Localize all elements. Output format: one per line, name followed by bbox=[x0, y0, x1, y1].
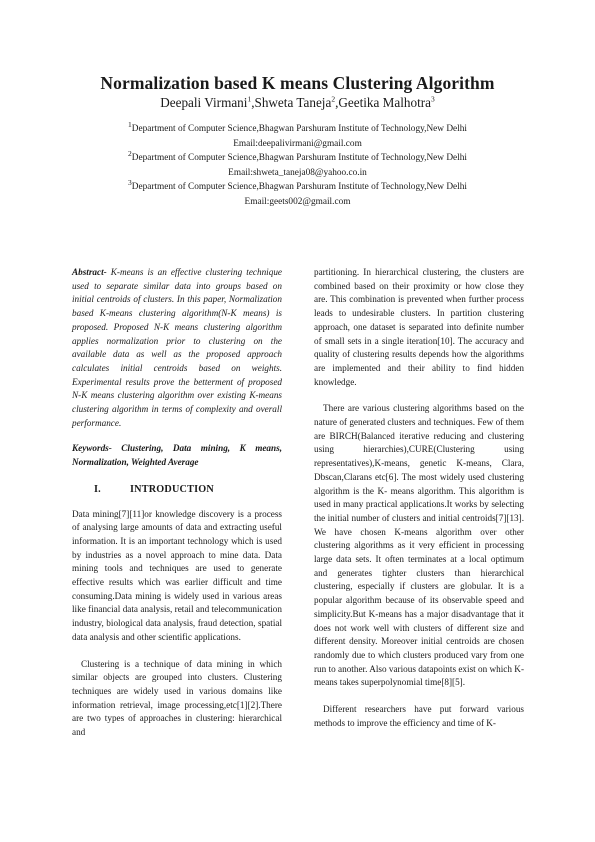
section-title: INTRODUCTION bbox=[130, 483, 214, 495]
author-name: Deepali Virmani bbox=[160, 95, 248, 110]
author-sup: 3 bbox=[431, 94, 435, 104]
body-paragraph: Different researchers have put forward various methods to improve the efficiency and time of K- bbox=[314, 704, 524, 728]
affiliation-email: Email:deepalivirmani@gmail.com bbox=[233, 138, 362, 149]
body-paragraph: partitioning. In hierarchical clustering, the clusters are combined based on their proximity or how close they are. This combination is prevented when further process leads to undesirable clusters. In partition clustering approach, one dataset is separated into definite number of small sets in a single iteration[10]. The accuracy and quality of clustering results depends how the algorithms are implemented and their ability to find hidden knowledge. bbox=[314, 267, 524, 387]
abstract-label: Abstract- bbox=[72, 267, 107, 277]
section-heading bbox=[72, 483, 282, 497]
body-paragraph: Clustering is a technique of data mining in which similar objects are grouped into clusters. Clustering techniques are widely used in various domains like information retrieval, image processing,etc[1][2].There are two types of approaches in clustering: hierarchical and bbox=[72, 658, 282, 738]
affiliation-sup: 2 bbox=[128, 148, 132, 158]
paper-title: Normalization based K means Clustering Algorithm bbox=[100, 73, 495, 93]
author-line bbox=[0, 94, 595, 112]
affiliation-sup: 3 bbox=[128, 177, 132, 187]
keywords: Keywords- Clustering, Data mining, K means, Normalization, Weighted Average bbox=[72, 443, 282, 468]
affiliation-sup: 1 bbox=[128, 119, 132, 129]
body-paragraph: Data mining[7][11]or knowledge discovery is a process of analysing large amounts of data and extracting useful information. It is an important technology which is used by industries as a novel approach to mine data. Data mining tools and techniques are used to generate effective results which was earlier difficult and time consuming.Data mining is widely used in various areas like financial data analysis, retail and telecommunication industry, biological data analysis, fraud detection, spatial data analysis and other scientific applications. bbox=[72, 508, 282, 642]
body-paragraph: There are various clustering algorithms based on the nature of generated clusters and techniques. Few of them are BIRCH(Balanced iterative reducing and clustering using hierarchies),CURE(Clustering using representatives),K-means, genetic K-means, Clara, Dbscan,Clarans etc[6]. The most widely used clustering algorithm is the K- means algorithm. This algorithm is used in many practical applications.It works by selecting the initial number of clusters and initial centroids[7][13]. We have chosen K-means algorithm over other clustering algorithms as it very efficient in processing large data sets. It often terminates at a local optimum and generates tighter clusters than hierarchical clustering, especially if clusters are globular. It is a popular algorithm because of its observable speed and simplicity.But K-means has a major disadvantage that it does not work well with clusters of different size and different density. Moreover initial centroids are chosen randomly due to which clusters produced vary from one run to another. Also various datapoints exist on which K-means takes superpolynomial time[8][5]. bbox=[314, 403, 524, 688]
author-separator: , bbox=[335, 95, 339, 110]
author-sup: 1 bbox=[247, 94, 252, 104]
abstract-text: K-means is an effective clustering technique used to separate similar data into groups based on initial centroids of clusters. In this paper, Normalization based K-means clustering algorithm(N-K means) is proposed. Proposed N-K means clustering algorithm applies normalization prior to clustering on the available data as well as the proposed approach calculates initial centroids based on weights. Experimental results prove the betterment of proposed N-K means clustering algorithm over existing K-means clustering algorithm in terms of complexity and overall performance. bbox=[72, 267, 282, 428]
section-number: I. bbox=[94, 483, 101, 495]
affiliation bbox=[60, 177, 535, 195]
affiliation bbox=[60, 148, 535, 166]
affiliation-email: Email:shweta_taneja08@yahoo.co.in bbox=[228, 167, 367, 178]
author-sup: 2 bbox=[331, 94, 336, 104]
affiliations bbox=[60, 119, 535, 209]
abstract bbox=[72, 266, 282, 430]
author-name: Geetika Malhotra bbox=[338, 95, 432, 110]
affiliation-dept: Department of Computer Science,Bhagwan Parshuram Institute of Technology,New Delhi bbox=[131, 182, 467, 192]
author-separator: , bbox=[251, 95, 255, 110]
affiliation bbox=[60, 119, 535, 137]
right-column bbox=[314, 266, 524, 731]
left-column bbox=[72, 266, 282, 740]
affiliation-dept: Department of Computer Science,Bhagwan Parshuram Institute of Technology,New Delhi bbox=[131, 153, 467, 163]
affiliation-email: Email:geets002@gmail.com bbox=[244, 196, 351, 207]
affiliation-dept: Department of Computer Science,Bhagwan Parshuram Institute of Technology,New Delhi bbox=[131, 124, 467, 134]
author-name: Shweta Taneja bbox=[254, 95, 332, 110]
